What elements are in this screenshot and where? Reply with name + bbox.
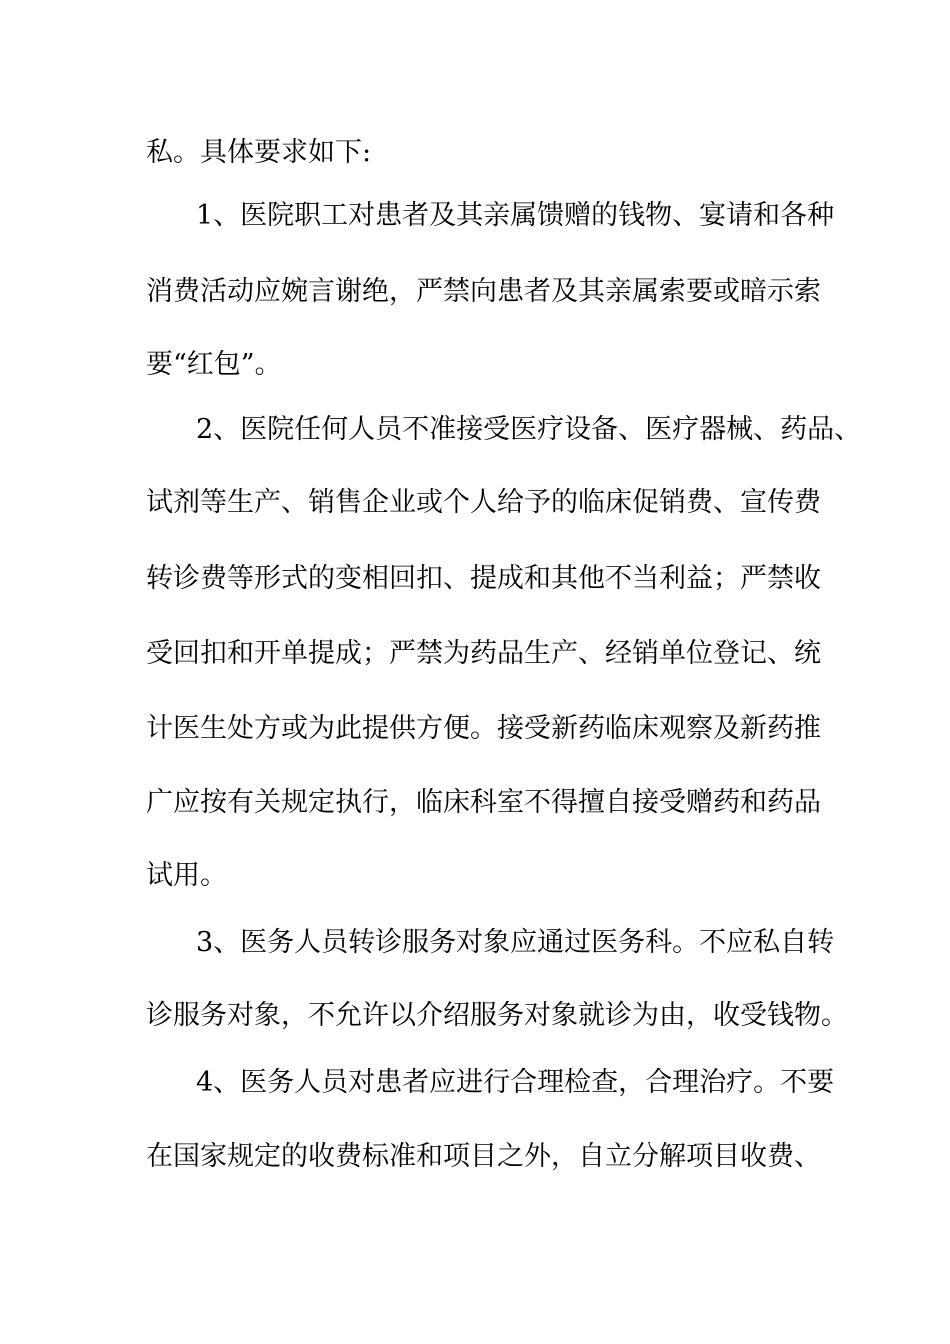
text-line: 试用。 <box>146 860 227 891</box>
text-line: 转诊费等形式的变相回扣、提成和其他不当利益；严禁收 <box>146 563 821 594</box>
text-line: 在国家规定的收费标准和项目之外，自立分解项目收费、 <box>146 1141 821 1172</box>
text-line: 要“红包”。 <box>146 349 282 380</box>
text-line: 广应按有关规定执行，临床科室不得擅自接受赠药和药品 <box>146 787 821 818</box>
text-line: 试剂等生产、销售企业或个人给予的临床促销费、宣传费 <box>146 487 821 518</box>
text-line: 受回扣和开单提成；严禁为药品生产、经销单位登记、统 <box>146 638 821 669</box>
text-line: 诊服务对象，不允许以介绍服务对象就诊为由，收受钱物。 <box>146 1000 848 1031</box>
text-line: 私。具体要求如下: <box>146 137 372 168</box>
text-line: 4、医务人员对患者应进行合理检查，合理治疗。不要 <box>196 1067 835 1098</box>
text-line: 计医生处方或为此提供方便。接受新药临床观察及新药推 <box>146 713 821 744</box>
text-line: 3、医务人员转诊服务对象应通过医务科。不应私自转 <box>196 927 835 958</box>
text-line: 消费活动应婉言谢绝，严禁向患者及其亲属索要或暗示索 <box>146 276 821 307</box>
text-line: 2、医院任何人员不准接受医疗设备、医疗器械、药品、 <box>196 414 862 445</box>
text-line: 1、医院职工对患者及其亲属馈赠的钱物、宴请和各种 <box>196 200 835 231</box>
